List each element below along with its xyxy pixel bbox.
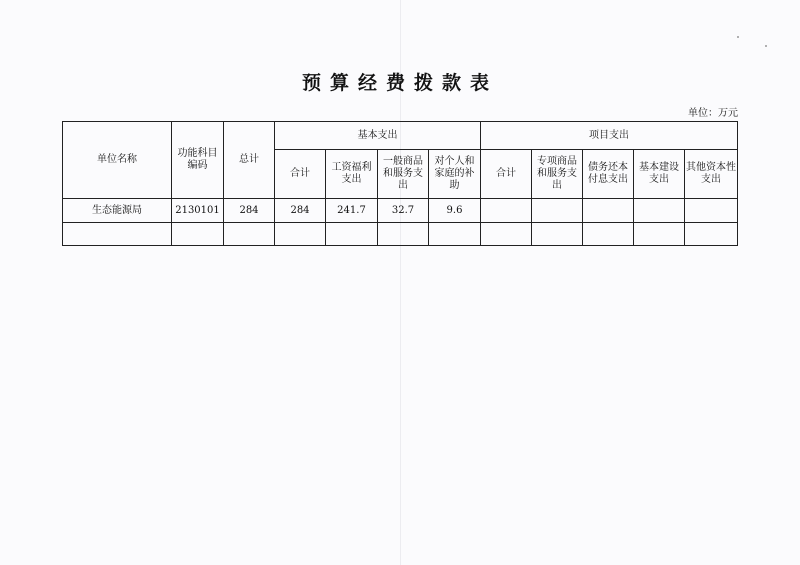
cell-household-subsidy: 9.6 [429,199,481,223]
cell-project-subtotal [481,223,532,246]
cell-special-goods-services [532,199,583,223]
header-debt-service: 债务还本付息支出 [583,150,634,199]
cell-basic-subtotal: 284 [275,199,326,223]
cell-wages-welfare [326,223,378,246]
cell-basic-subtotal [275,223,326,246]
cell-total: 284 [224,199,275,223]
header-basic-expenditure: 基本支出 [275,122,481,150]
cell-special-goods-services [532,223,583,246]
cell-function-code [172,223,224,246]
header-goods-services: 一般商品和服务支出 [378,150,429,199]
cell-other-capital [685,199,738,223]
header-special-goods-services: 专项商品和服务支出 [532,150,583,199]
table-row [63,199,738,223]
cell-other-capital [685,223,738,246]
table-row [63,223,738,246]
header-project-expenditure: 项目支出 [481,122,738,150]
cell-project-subtotal [481,199,532,223]
cell-total [224,223,275,246]
unit-label: 单位：万元 [688,108,738,119]
header-project-subtotal: 合计 [481,150,532,199]
header-function-code: 功能科目编码 [172,122,224,199]
header-wages-welfare: 工资福利支出 [326,150,378,199]
document-title: 预算经费拨款表 [301,72,498,94]
header-capital-construction: 基本建设支出 [634,150,685,199]
cell-function-code: 2130101 [172,199,224,223]
scan-speck [737,36,739,38]
cell-goods-services: 32.7 [378,199,429,223]
header-basic-subtotal: 合计 [275,150,326,199]
header-other-capital: 其他资本性支出 [685,150,738,199]
header-household-subsidy: 对个人和家庭的补助 [429,150,481,199]
header-total: 总计 [224,122,275,199]
cell-goods-services [378,223,429,246]
cell-wages-welfare: 241.7 [326,199,378,223]
budget-table [62,121,738,246]
header-row-1 [63,122,738,150]
cell-debt-service [583,223,634,246]
cell-capital-construction [634,199,685,223]
cell-household-subsidy [429,223,481,246]
cell-capital-construction [634,223,685,246]
header-unit-name: 单位名称 [63,122,172,199]
cell-debt-service [583,199,634,223]
scan-speck [765,45,767,47]
cell-unit-name [63,223,172,246]
cell-unit-name: 生态能源局 [63,199,172,223]
